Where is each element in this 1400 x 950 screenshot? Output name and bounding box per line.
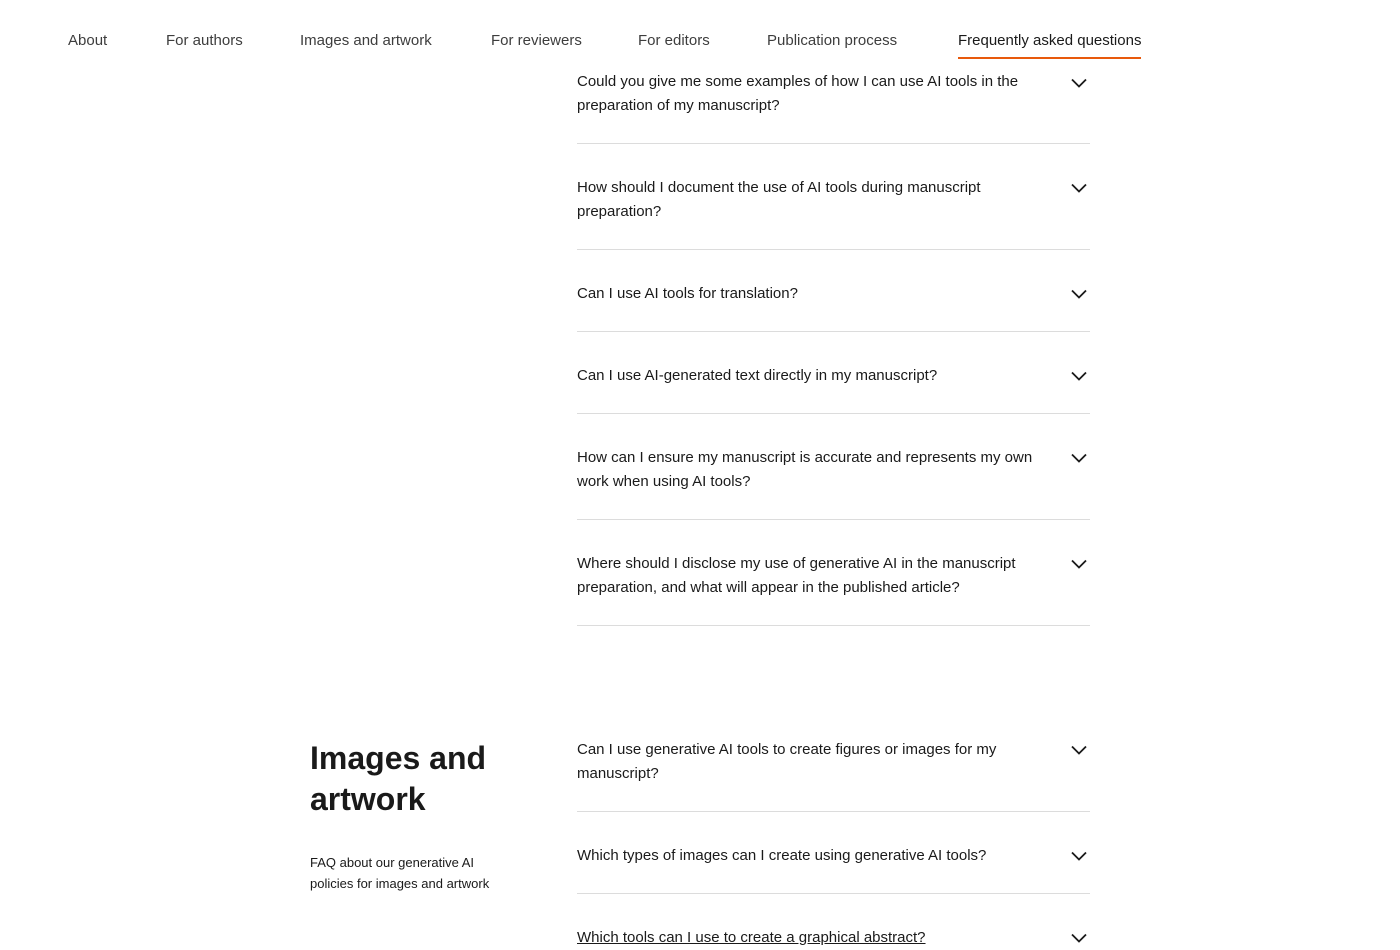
faq-item-graphical-abstract[interactable] [577, 893, 1090, 950]
chevron-down-icon [1071, 453, 1087, 463]
nav-for-reviewers[interactable]: For reviewers [491, 32, 582, 49]
faq-item-disclosure[interactable] [577, 519, 1090, 626]
faq-question: How can I ensure my manuscript is accurate and represents my own work when using AI tools? [577, 449, 1033, 490]
nav-faq[interactable]: Frequently asked questions [958, 31, 1141, 59]
chevron-down-icon [1071, 289, 1087, 299]
chevron-down-icon [1071, 78, 1087, 88]
chevron-down-icon [1071, 851, 1087, 861]
faq-question: Where should I disclose my use of generative AI in the manuscript preparation, and what will appear in the published article? [577, 555, 1016, 596]
faq-item-ai-generated-text[interactable] [577, 331, 1090, 414]
faq-question: Can I use generative AI tools to create figures or images for my manuscript? [577, 741, 997, 782]
chevron-down-icon [1071, 183, 1087, 193]
faq-question: Can I use AI tools for translation? [577, 285, 798, 302]
nav-for-authors[interactable]: For authors [166, 32, 243, 49]
nav-about[interactable]: About [68, 32, 108, 49]
chevron-down-icon [1071, 745, 1087, 755]
nav-images-and-artwork[interactable]: Images and artwork [300, 32, 432, 49]
section-title-images-and-artwork: Images and artwork [310, 740, 487, 817]
faq-question: Which types of images can I create using generative AI tools? [577, 847, 987, 864]
faq-item-create-figures[interactable] [577, 705, 1090, 812]
nav-publication-process[interactable]: Publication process [767, 32, 898, 49]
faq-question: How should I document the use of AI tools during manuscript preparation? [577, 179, 981, 220]
faq-question: Which tools can I use to create a graphical abstract? [577, 929, 926, 946]
faq-item-translation[interactable] [577, 249, 1090, 332]
top-navigation [0, 0, 1400, 68]
section-description: FAQ about our generative AI policies for images and artwork [310, 855, 490, 891]
nav-for-editors[interactable]: For editors [638, 32, 710, 49]
chevron-down-icon [1071, 933, 1087, 943]
faq-question: Could you give me some examples of how I can use AI tools in the preparation of my manuscript? [577, 73, 1019, 114]
faq-item-accuracy[interactable] [577, 413, 1090, 520]
faq-item-image-types[interactable] [577, 811, 1090, 894]
chevron-down-icon [1071, 371, 1087, 381]
chevron-down-icon [1071, 559, 1087, 569]
faq-item-document-use[interactable] [577, 143, 1090, 250]
faq-question: Can I use AI-generated text directly in my manuscript? [577, 367, 938, 384]
